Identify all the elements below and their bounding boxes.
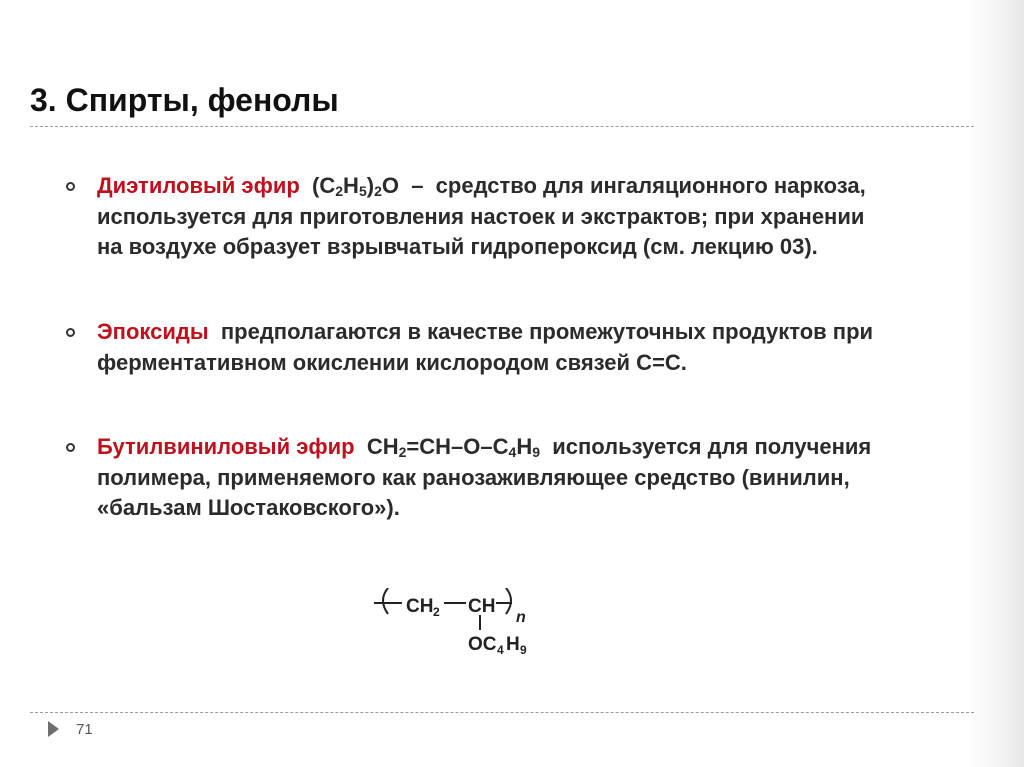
main-chain-ch2: CH [406,596,434,617]
main-chain-ch: CH [468,596,496,617]
footer-divider [30,712,974,713]
list-item-text [97,432,896,524]
list-item-text: Диэтиловый эфир $(C_2H_5)_2O$ – средство для ингаляционного наркоза, используется для приготовления настоек и экстрактов; при хранении на воздухе образует взрывчатый гидропероксид (см. лекцию 03). [97,173,866,259]
side-group-oc: OC [468,634,497,655]
description-text: предполагаются в качестве промежуточных продуктов при ферментативном окислении кислородом связей C=C. [97,319,874,375]
side-group-sub1: 4 [497,643,504,657]
chemical-formula: $CH_2=CH-O-C_4H_9$ [366,434,540,460]
page-number: 71 [76,721,93,738]
repeat-index: n [516,609,526,626]
left-bracket [383,588,388,614]
polymer-structure-diagram [372,588,572,658]
main-chain-ch2-sub: 2 [433,605,440,619]
slide-title: 3. Спирты, фенолы [30,82,339,118]
list-item-butyl-vinyl-ether [66,432,896,524]
slide-frame-edge [966,0,1024,767]
term-label: Бутилвиниловый эфир [97,434,355,459]
title-divider [30,126,974,127]
list-item-epoxides [66,317,896,378]
side-group-h: H [506,634,520,655]
term-label: Диэтиловый эфир [97,173,300,198]
right-bracket [506,588,511,614]
bullet-circle-icon [66,443,75,452]
description-text: используется для получения полимера, применяемого как ранозаживляющее средство (винилин, «бальзам Шостаковского»). [97,434,872,520]
list-item-diethyl-ether [66,171,896,263]
description-text: средство для ингаляционного наркоза, используется для приготовления настоек и экстрактов; при хранении на воздухе образует взрывчатый гидропероксид (см. лекцию 03). [97,173,866,259]
chemical-formula: $(C_2H_5)_2O$ [312,173,399,199]
bullet-circle-icon [66,182,75,191]
term-label: Эпоксиды [97,319,209,344]
bullet-circle-icon [66,328,75,337]
side-group-sub2: 9 [520,643,527,657]
triangle-right-icon[interactable] [48,721,59,737]
list-item-text [97,317,896,378]
